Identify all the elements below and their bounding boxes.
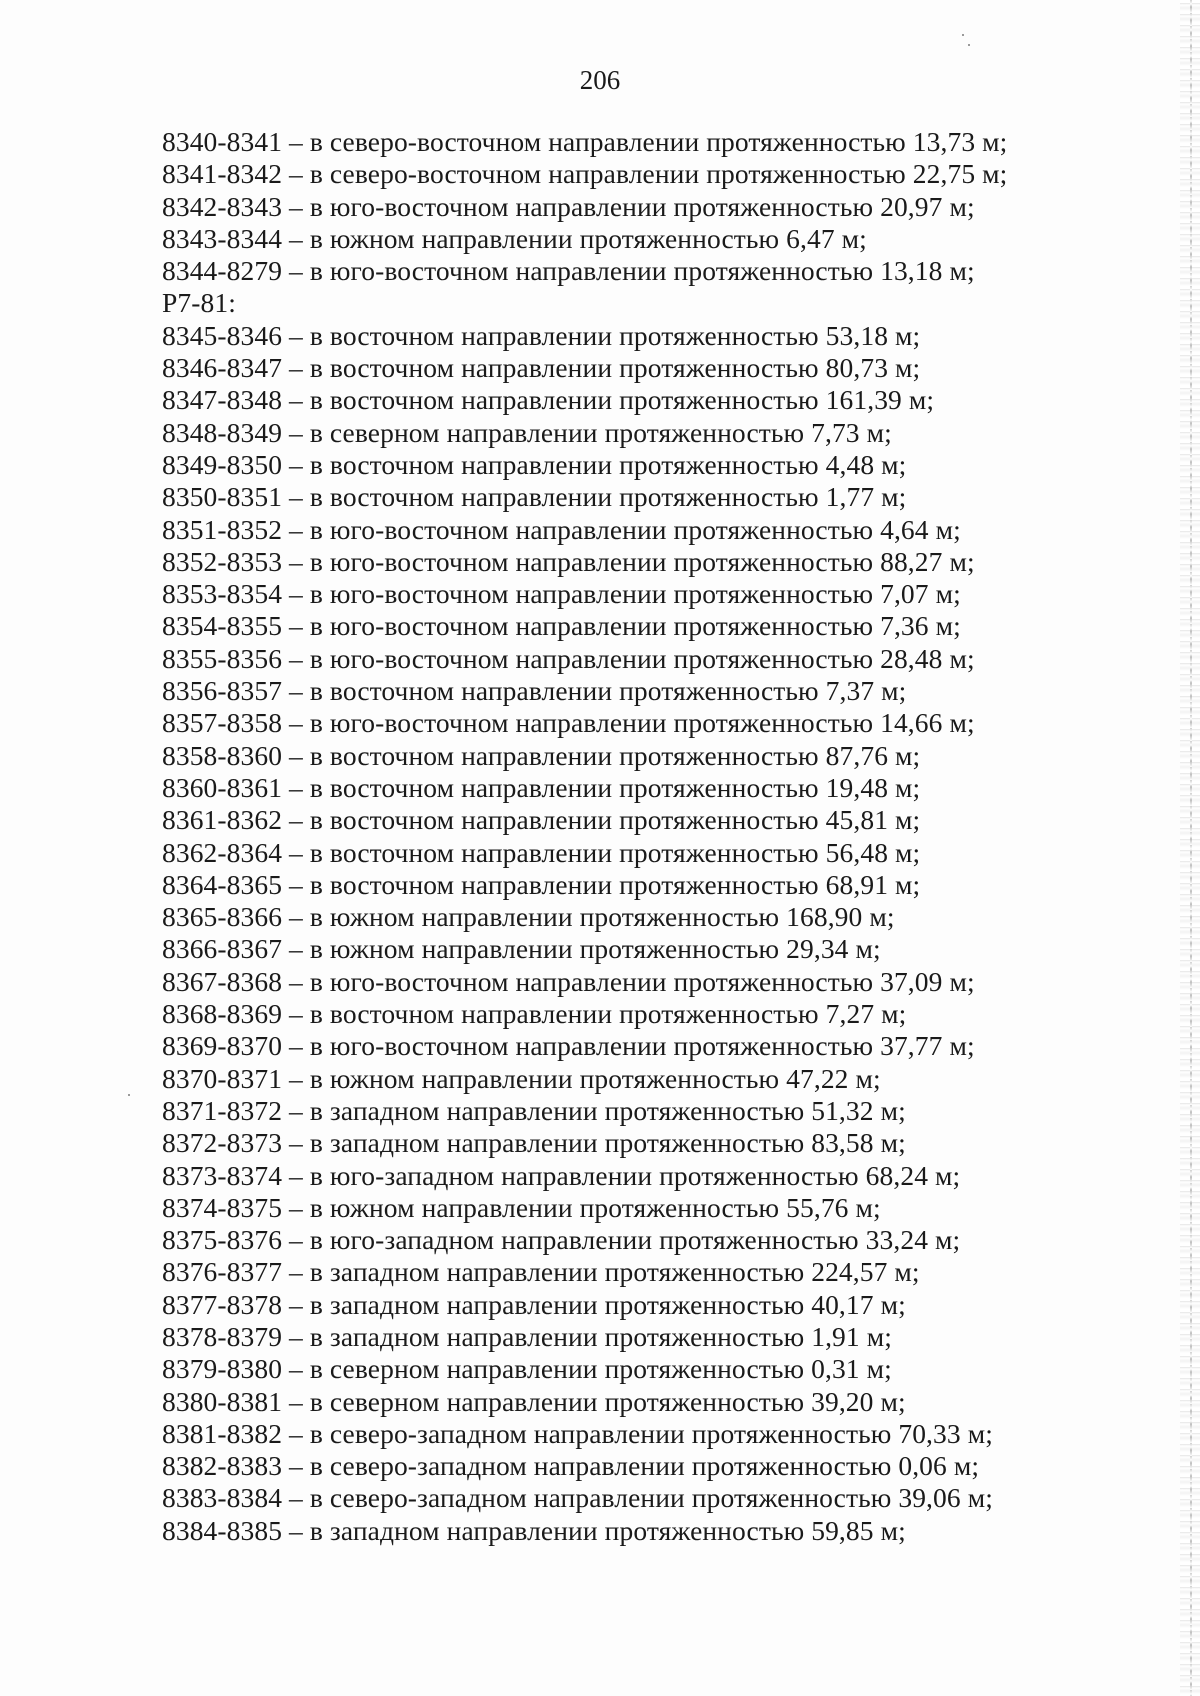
list-item: 8377-8378 – в западном направлении протяженностью 40,17 м; — [162, 1288, 906, 1320]
list-item: 8347-8348 – в восточном направлении протяженностью 161,39 м; — [162, 384, 935, 416]
list-item: 8355-8356 – в юго-восточном направлении протяженностью 28,48 м; — [162, 642, 975, 674]
scan-edge-line — [1190, 0, 1192, 1696]
list-item: 8371-8372 – в западном направлении протяженностью 51,32 м; — [162, 1094, 906, 1126]
list-item: 8381-8382 – в северо-западном направлении протяженностью 70,33 м; — [162, 1417, 993, 1449]
list-item: 8361-8362 – в восточном направлении протяженностью 45,81 м; — [162, 804, 921, 836]
list-item: 8365-8366 – в южном направлении протяженностью 168,90 м; — [162, 901, 895, 933]
list-item: 8360-8361 – в восточном направлении протяженностью 19,48 м; — [162, 771, 921, 803]
list-item: 8358-8360 – в восточном направлении протяженностью 87,76 м; — [162, 739, 921, 771]
list-item: 8348-8349 – в северном направлении протяженностью 7,73 м; — [162, 416, 892, 448]
list-item: 8366-8367 – в южном направлении протяженностью 29,34 м; — [162, 933, 881, 965]
list-item: 8345-8346 – в восточном направлении протяженностью 53,18 м; — [162, 319, 921, 351]
list-item: 8340-8341 – в северо-восточном направлении протяженностью 13,73 м; — [162, 126, 1008, 157]
list-item: 8349-8350 – в восточном направлении протяженностью 4,48 м; — [162, 448, 907, 480]
page-number: 206 — [579, 65, 621, 95]
section-heading: Р7-81: — [162, 287, 236, 319]
list-item: 8351-8352 – в юго-восточном направлении протяженностью 4,64 м; — [162, 513, 961, 545]
list-item: 8342-8343 – в юго-восточном направлении протяженностью 20,97 м; — [162, 190, 975, 222]
list-item: 8374-8375 – в южном направлении протяженностью 55,76 м; — [162, 1191, 881, 1223]
list-item: 8353-8354 – в юго-восточном направлении протяженностью 7,07 м; — [162, 578, 961, 610]
scan-speck — [128, 1094, 130, 1096]
list-item: 8352-8353 – в юго-восточном направлении протяженностью 88,27 м; — [162, 545, 975, 577]
list-item: 8370-8371 – в южном направлении протяженностью 47,22 м; — [162, 1062, 881, 1094]
list-item: 8383-8384 – в северо-западном направлении протяженностью 39,06 м; — [162, 1482, 993, 1514]
list-item: 8344-8279 – в юго-восточном направлении протяженностью 13,18 м; — [162, 255, 975, 287]
list-item: 8356-8357 – в восточном направлении протяженностью 7,37 м; — [162, 675, 907, 707]
list-item: 8379-8380 – в северном направлении протяженностью 0,31 м; — [162, 1353, 892, 1385]
list-item: 8341-8342 – в северо-восточном направлении протяженностью 22,75 м; — [162, 158, 1008, 190]
list-item: 8350-8351 – в восточном направлении протяженностью 1,77 м; — [162, 481, 907, 513]
list-item: 8364-8365 – в восточном направлении протяженностью 68,91 м; — [162, 868, 921, 900]
list-item: 8384-8385 – в западном направлении протяженностью 59,85 м; — [162, 1514, 906, 1546]
scan-speck — [962, 34, 964, 36]
list-item: 8368-8369 – в восточном направлении протяженностью 7,27 м; — [162, 998, 907, 1030]
list-item: 8372-8373 – в западном направлении протяженностью 83,58 м; — [162, 1127, 906, 1159]
list-item: 8346-8347 – в восточном направлении протяженностью 80,73 м; — [162, 352, 921, 384]
list-item: 8369-8370 – в юго-восточном направлении протяженностью 37,77 м; — [162, 1030, 975, 1062]
list-item: 8362-8364 – в восточном направлении протяженностью 56,48 м; — [162, 836, 921, 868]
list-item: 8382-8383 – в северо-западном направлении протяженностью 0,06 м; — [162, 1450, 980, 1482]
list-item: 8380-8381 – в северном направлении протяженностью 39,20 м; — [162, 1385, 906, 1417]
list-item: 8343-8344 – в южном направлении протяженностью 6,47 м; — [162, 222, 867, 254]
list-item: 8354-8355 – в юго-восточном направлении протяженностью 7,36 м; — [162, 610, 961, 642]
list-item: 8376-8377 – в западном направлении протяженностью 224,57 м; — [162, 1256, 920, 1288]
list-item: 8357-8358 – в юго-восточном направлении протяженностью 14,66 м; — [162, 707, 975, 739]
list-item: 8375-8376 – в юго-западном направлении протяженностью 33,24 м; — [162, 1224, 961, 1256]
boundary-description-list — [162, 126, 1062, 1547]
scan-speck — [968, 44, 970, 46]
list-item: 8367-8368 – в юго-восточном направлении протяженностью 37,09 м; — [162, 965, 975, 997]
list-item: 8373-8374 – в юго-западном направлении протяженностью 68,24 м; — [162, 1159, 961, 1191]
list-item: 8378-8379 – в западном направлении протяженностью 1,91 м; — [162, 1320, 892, 1352]
